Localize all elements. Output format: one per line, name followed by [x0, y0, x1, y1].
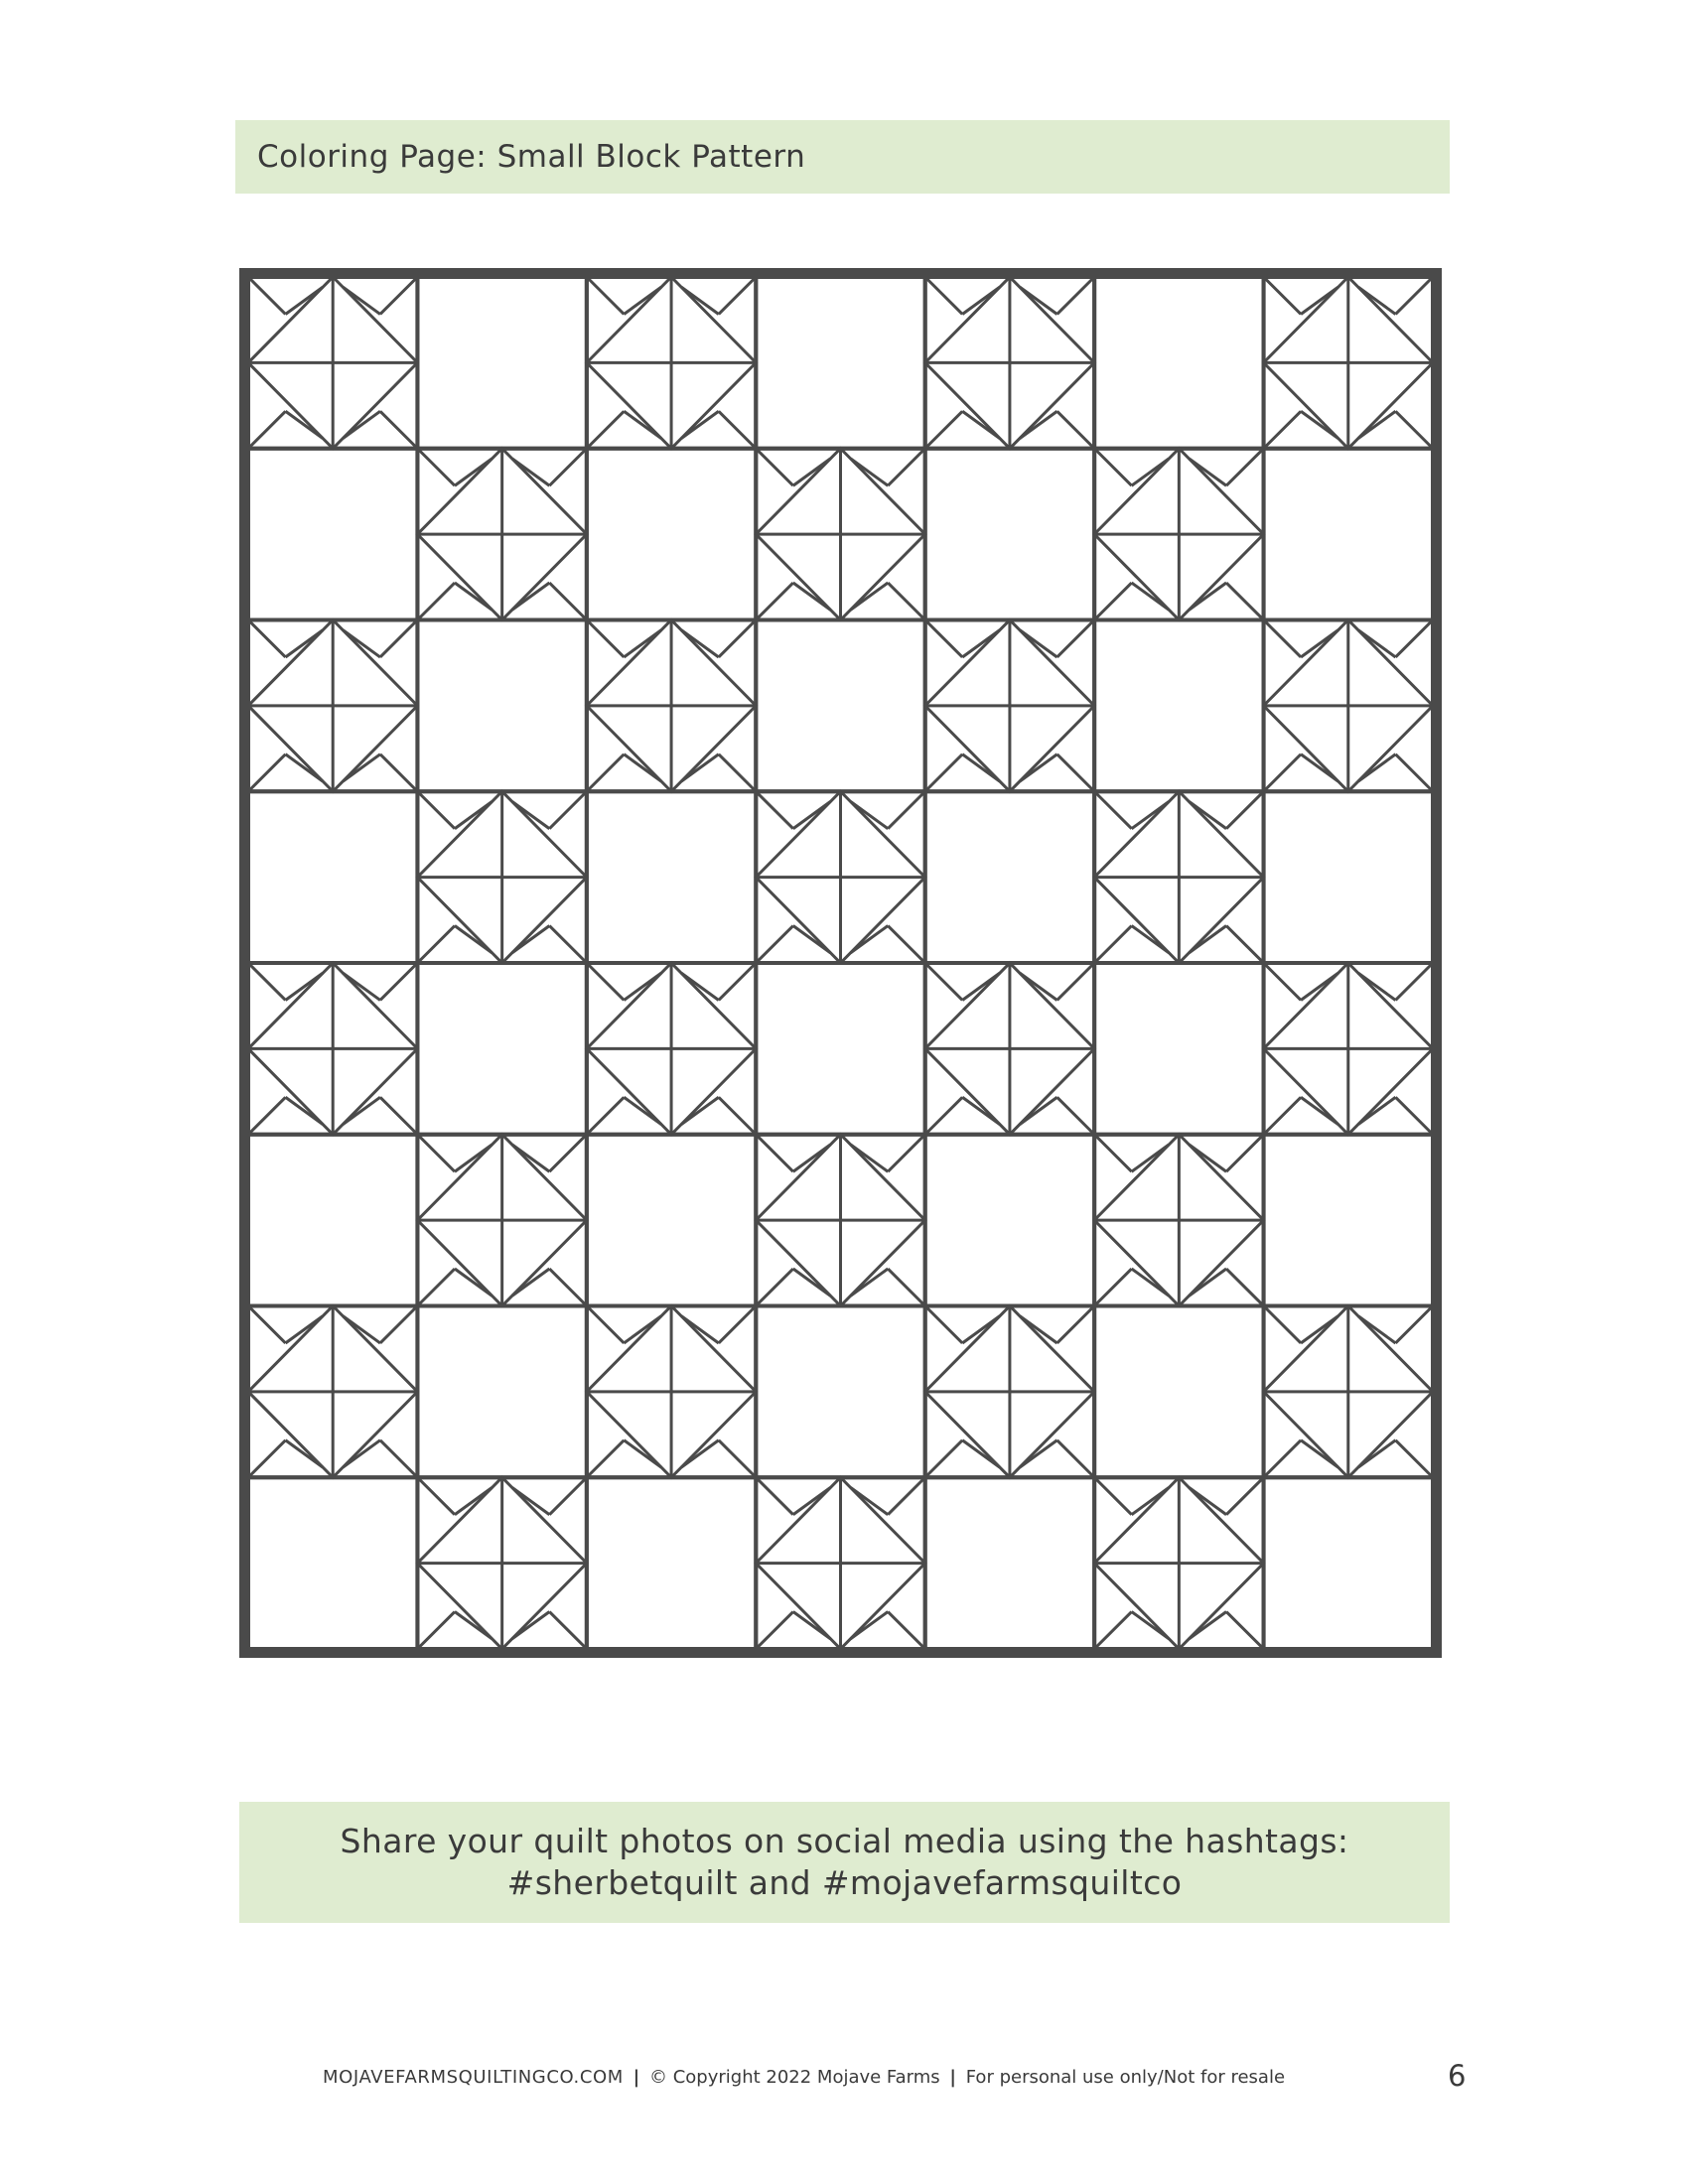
quilt-coloring-diagram: [239, 268, 1442, 1658]
page-title: Coloring Page: Small Block Pattern: [257, 139, 806, 175]
footer-license: For personal use only/Not for resale: [965, 2067, 1286, 2088]
footer-copyright: © Copyright 2022 Mojave Farms: [648, 2067, 940, 2088]
page-number: 6: [1448, 2059, 1467, 2093]
footer-website: MOJAVEFARMSQUILTINGCO.COM: [323, 2067, 624, 2088]
share-text-line-1: Share your quilt photos on social media using the hashtags:: [340, 1822, 1349, 1860]
footer-separator: |: [633, 2067, 640, 2088]
page-title-bar: [235, 120, 1450, 194]
footer-separator: |: [949, 2067, 956, 2088]
footer-text: [323, 2067, 1285, 2088]
share-hashtags: #sherbetquilt and #mojavefarmsquiltco: [506, 1863, 1183, 1902]
page-footer: [0, 2059, 1688, 2099]
quilt-grid-svg: [239, 268, 1442, 1658]
share-banner: [239, 1802, 1450, 1923]
